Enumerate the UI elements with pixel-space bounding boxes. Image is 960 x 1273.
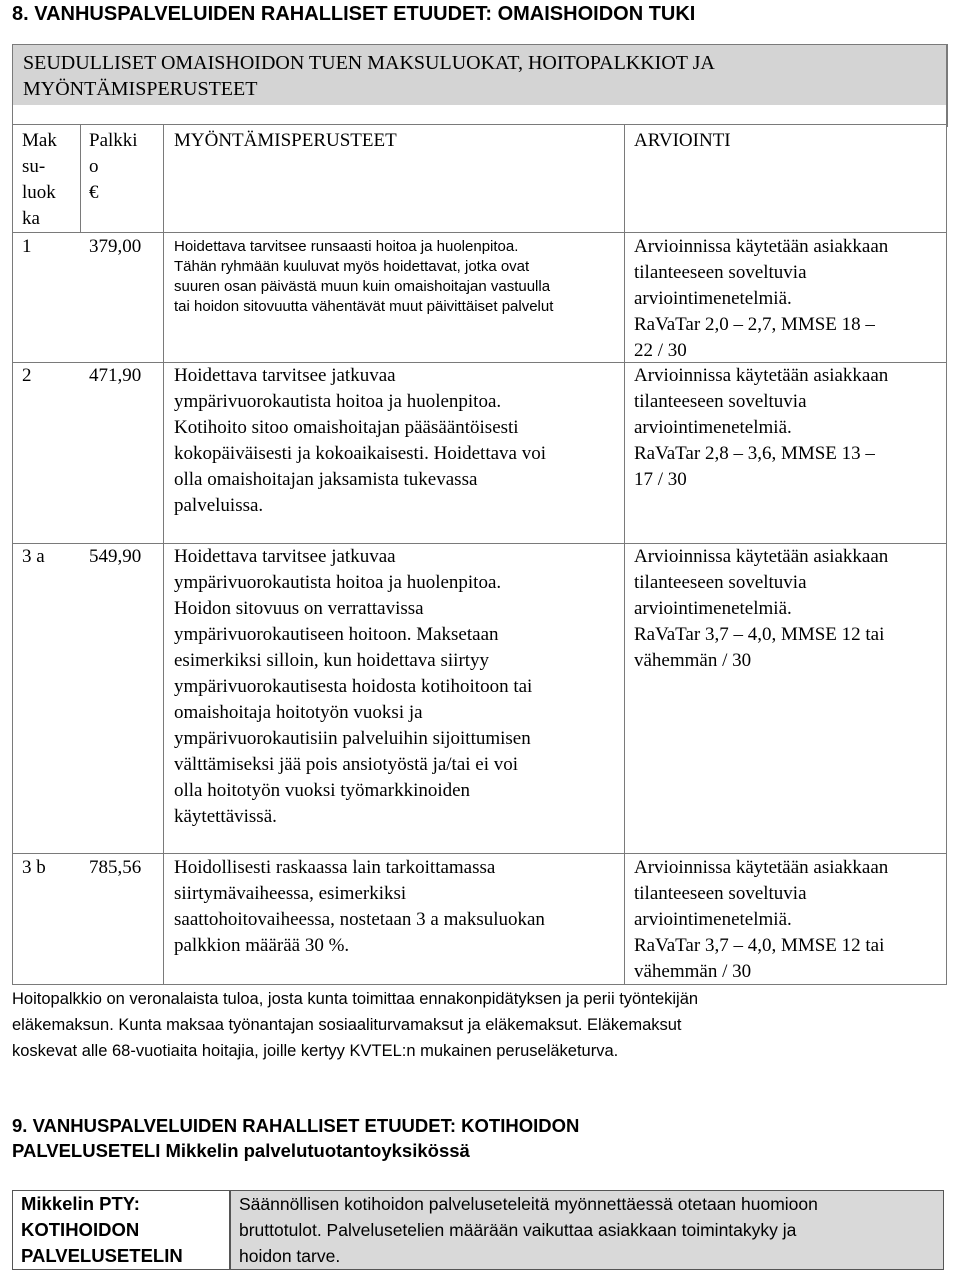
col-header-class-line: su- [22,156,46,177]
assessment-line: tilanteeseen soveltuvia [634,262,807,283]
section-9-title-line: 9. VANHUSPALVELUIDEN RAHALLISET ETUUDET: KOTIHOIDON [12,1115,580,1136]
assessment-line: vähemmän / 30 [634,961,752,982]
assessment-line: arviointimenetelmiä. [634,909,792,930]
assessment-line: tilanteeseen soveltuvia [634,391,807,412]
criteria-line: Hoidettava tarvitsee runsaasti hoitoa ja huolenpitoa. [174,238,519,255]
section-9-title-line: PALVELUSETELI Mikkelin palvelutuotantoyksikössä [12,1140,470,1161]
assessment-line: tilanteeseen soveltuvia [634,572,807,593]
row-class: 2 [22,365,32,386]
col-header-assessment: ARVIOINTI [634,130,731,151]
section-9-title [12,1113,932,1163]
row-assessment [634,234,944,364]
fee-note-line: koskevat alle 68-vuotiaita hoitajia, joille kertyy KVTEL:n mukainen peruseläketurva. [12,1042,619,1060]
criteria-line: Hoidettava tarvitsee jatkuvaa [174,365,396,386]
criteria-line: ympärivuorokautista hoitoa ja huolenpitoa. [174,572,502,593]
voucher-label-line: KOTIHOIDON [21,1219,140,1240]
table-header-bottom-border [12,232,947,233]
criteria-line: palveluissa. [174,495,264,516]
col-header-fee [89,128,138,206]
row-class: 3 b [22,857,46,878]
row-assessment [634,544,944,674]
col-header-class-line: Mak [22,130,57,151]
voucher-box-label [12,1190,230,1270]
assessment-line: Arvioinnissa käytetään asiakkaan [634,365,889,386]
assessment-line: 17 / 30 [634,469,687,490]
table-left-border [12,44,13,985]
row-assessment [634,855,944,985]
criteria-line: palkkion määrää 30 %. [174,935,350,956]
voucher-label-line: PALVELUSETELIN [21,1245,183,1266]
voucher-text-line: hoidon tarve. [239,1246,341,1266]
assessment-line: RaVaTar 3,7 – 4,0, MMSE 12 tai [634,935,885,956]
row-criteria [174,855,622,959]
row-class: 3 a [22,546,45,567]
assessment-line: RaVaTar 2,8 – 3,6, MMSE 13 – [634,443,875,464]
column-divider [80,124,81,233]
assessment-line: 22 / 30 [634,340,687,361]
criteria-line: olla omaishoitajan jaksamista tukevassa [174,469,478,490]
criteria-line: omaishoitaja hoitotyön vuoksi ja [174,702,423,723]
criteria-line: suuren osan päivästä muun kuin omaishoitajan vastuulla [174,278,551,295]
voucher-box [0,1190,946,1270]
table-heading [13,45,947,105]
col-header-class-line: luok [22,182,56,203]
voucher-text-line: Säännöllisen kotihoidon palveluseteleitä myönnettäessä otetaan huomioon [239,1194,818,1214]
voucher-text-line: bruttotulot. Palvelusetelien määrään vaikuttaa asiakkaan toimintakyky ja [239,1220,797,1240]
criteria-line: Kotihoito sitoo omaishoitajan pääsääntöisesti [174,417,519,438]
criteria-line: Tähän ryhmään kuuluvat myös hoidettavat, jotka ovat [174,258,530,275]
col-header-criteria: MYÖNTÄMISPERUSTEET [174,130,397,151]
criteria-line: Hoidon sitovuus on verrattavissa [174,598,424,619]
assessment-line: arviointimenetelmiä. [634,417,792,438]
row-fee: 379,00 [89,236,142,257]
criteria-line: kokopäiväisesti ja kokoaikaisesti. Hoidettava voi [174,443,547,464]
section-8-title: 8. VANHUSPALVELUIDEN RAHALLISET ETUUDET: OMAISHOIDON TUKI [12,3,696,25]
assessment-line: RaVaTar 3,7 – 4,0, MMSE 12 tai [634,624,885,645]
col-header-class-line: ka [22,208,40,229]
fee-note-line: Hoitopalkkio on veronalaista tuloa, josta kunta toimittaa ennakonpidätyksen ja perii työntekijän [12,990,699,1008]
criteria-line: välttämiseksi jää pois ansiotyöstä ja/tai ei voi [174,754,519,775]
row-divider [12,853,947,854]
row-fee: 549,90 [89,546,142,567]
criteria-line: saattohoitovaiheessa, nostetaan 3 a maksuluokan [174,909,545,930]
assessment-line: vähemmän / 30 [634,650,752,671]
table-top-border [12,124,947,125]
col-header-class [22,128,57,232]
voucher-label-line: Mikkelin PTY: [21,1193,140,1214]
column-divider [163,124,164,985]
criteria-line: Hoidettava tarvitsee jatkuvaa [174,546,396,567]
col-header-fee-line: Palkki [89,130,138,151]
assessment-line: arviointimenetelmiä. [634,288,792,309]
col-header-fee-line: o [89,156,99,177]
fee-note-line: eläkemaksun. Kunta maksaa työnantajan sosiaaliturvamaksut ja eläkemaksut. Eläkemaksut [12,1016,682,1034]
table-heading-line: SEUDULLISET OMAISHOIDON TUEN MAKSULUOKAT, HOITOPALKKIOT JA [23,52,715,74]
criteria-line: esimerkiksi silloin, kun hoidettava siirtyy [174,650,490,671]
row-fee: 471,90 [89,365,142,386]
criteria-line: ympärivuorokautista hoitoa ja huolenpitoa. [174,391,502,412]
table-heading-region [12,44,948,127]
column-divider [624,124,625,985]
criteria-line: ympärivuorokautiseen hoitoon. Maksetaan [174,624,499,645]
fee-note [12,986,892,1064]
criteria-line: ympärivuorokautisiin palveluihin sijoittumisen [174,728,531,749]
row-criteria [174,363,622,519]
criteria-line: siirtymävaiheessa, esimerkiksi [174,883,407,904]
row-assessment [634,363,944,493]
row-fee: 785,56 [89,857,142,878]
criteria-line: käytettävissä. [174,806,277,827]
table-right-border [946,44,947,985]
assessment-line: arviointimenetelmiä. [634,598,792,619]
assessment-line: RaVaTar 2,0 – 2,7, MMSE 18 – [634,314,875,335]
row-criteria [174,544,622,830]
col-header-fee-line: € [89,182,99,203]
assessment-line: Arvioinnissa käytetään asiakkaan [634,857,889,878]
criteria-line: tai hoidon sitovuutta vähentävät muut päivittäiset palvelut [174,298,554,315]
assessment-line: tilanteeseen soveltuvia [634,883,807,904]
table-heading-line: MYÖNTÄMISPERUSTEET [23,78,258,100]
assessment-line: Arvioinnissa käytetään asiakkaan [634,546,889,567]
criteria-line: ympärivuorokautisesta hoidosta kotihoitoon tai [174,676,533,697]
criteria-line: Hoidollisesti raskaassa lain tarkoittamassa [174,857,496,878]
row-criteria [174,237,619,317]
criteria-line: olla hoitotyön vuoksi työmarkkinoiden [174,780,471,801]
assessment-line: Arvioinnissa käytetään asiakkaan [634,236,889,257]
voucher-box-text [230,1190,944,1270]
row-class: 1 [22,236,32,257]
